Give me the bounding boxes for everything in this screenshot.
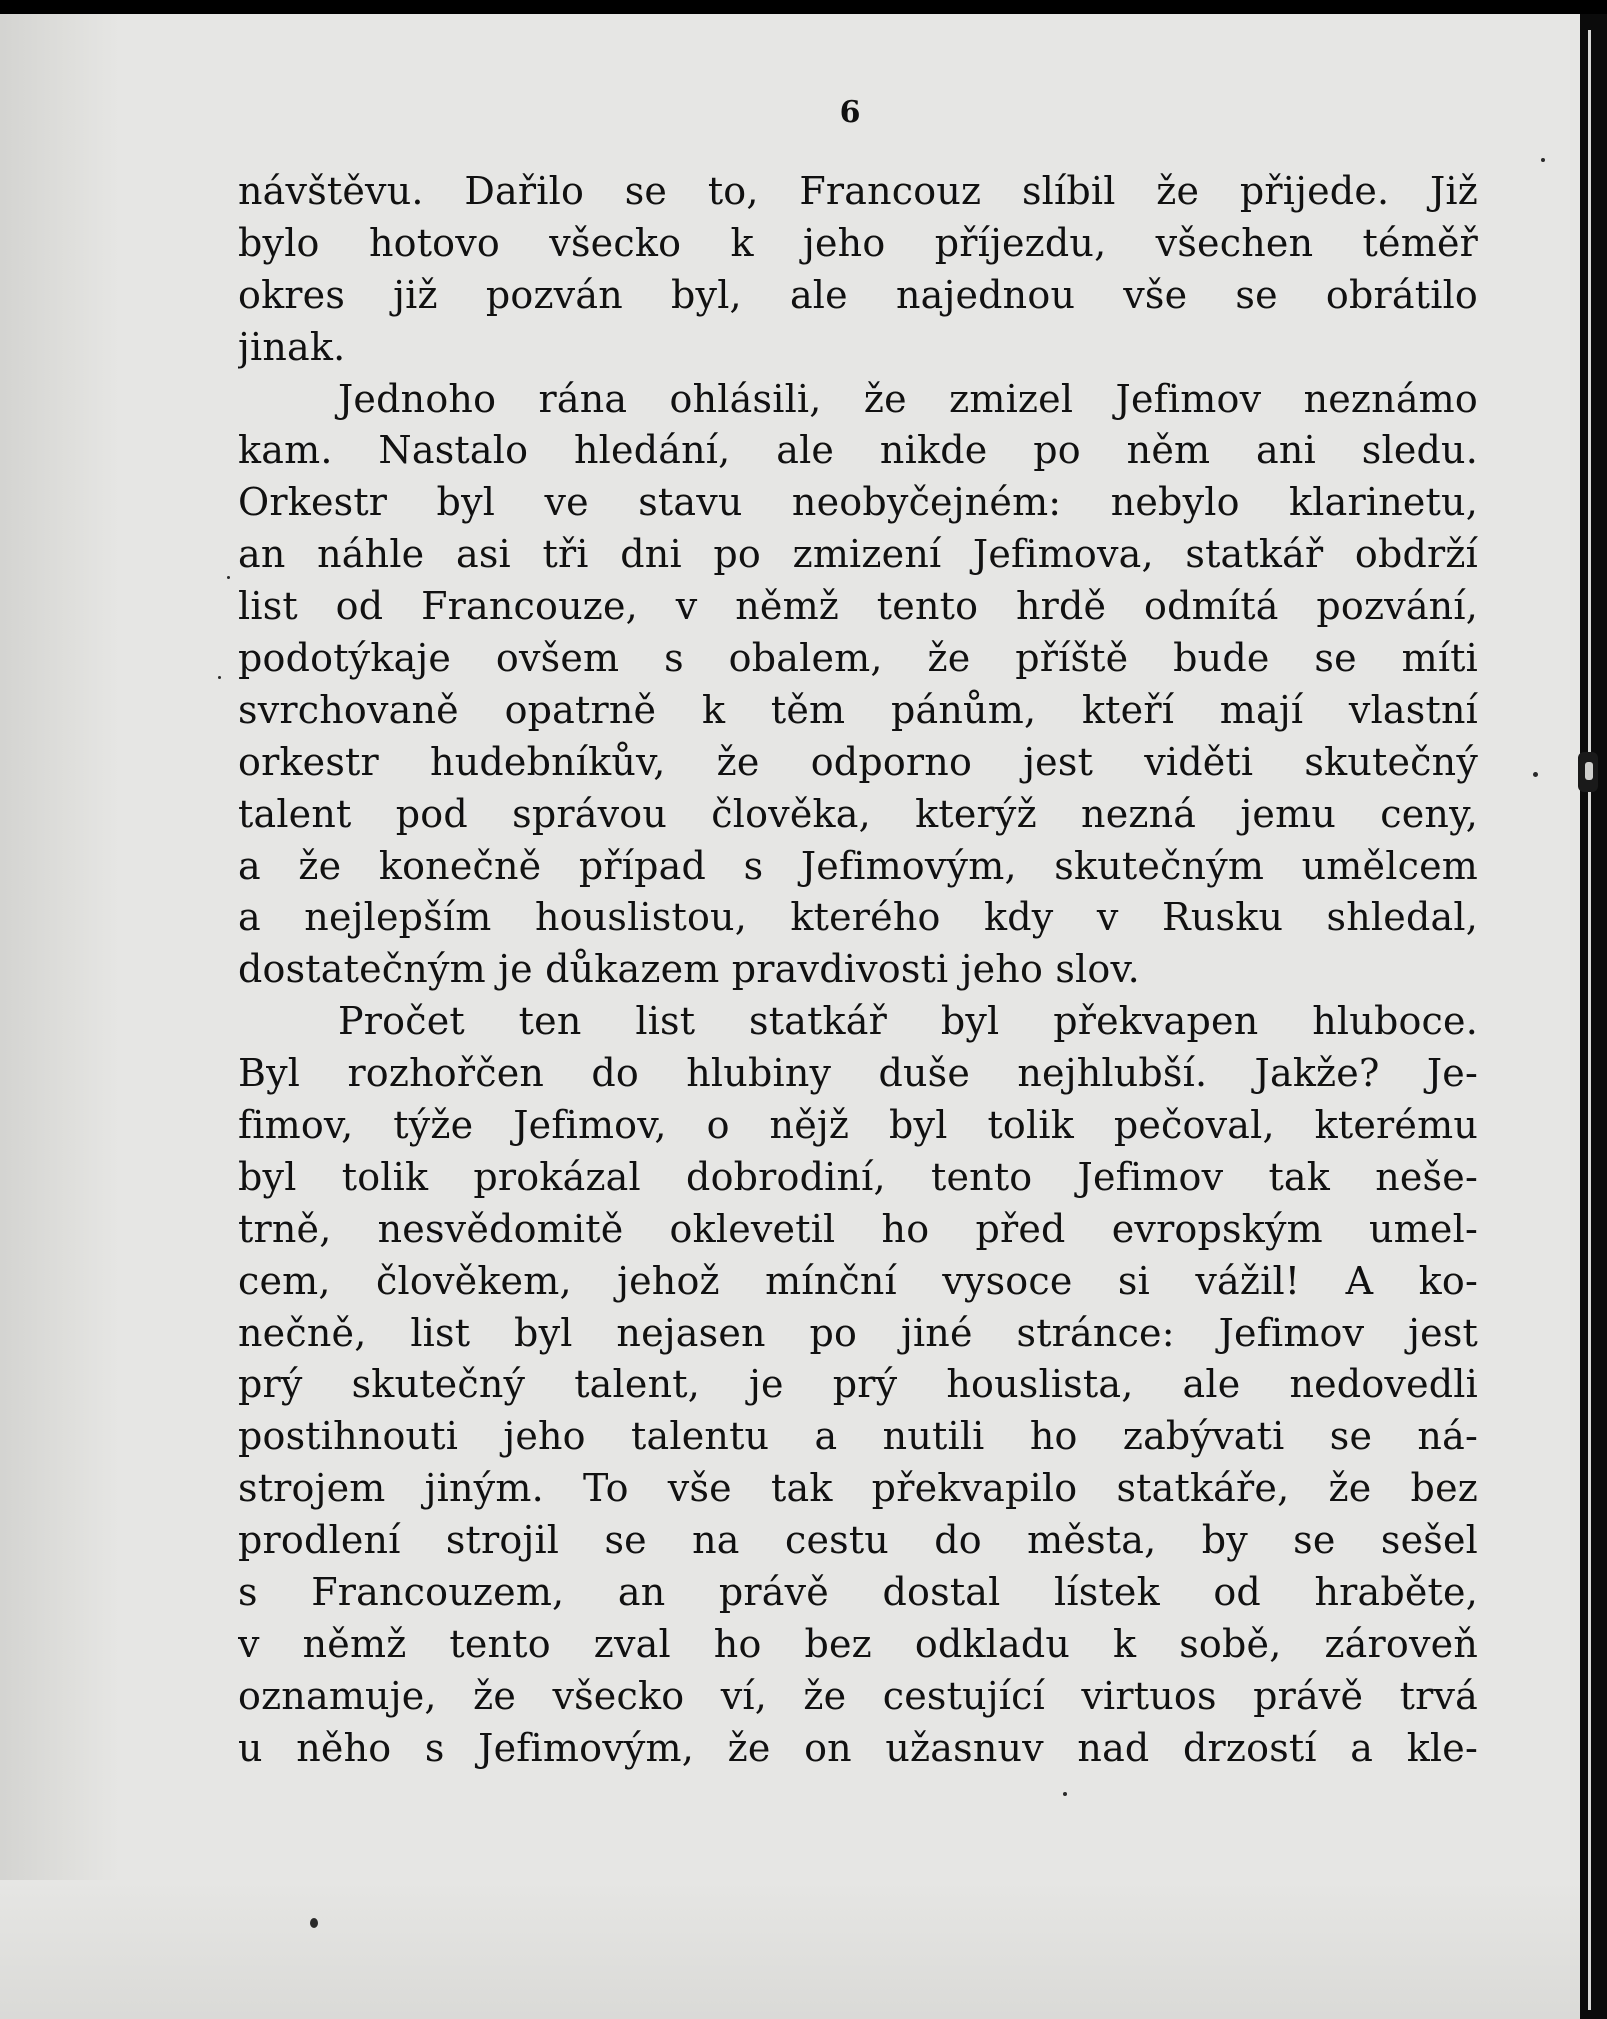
text-line: jinak. [238, 324, 346, 369]
text-line: orkestr hudebníkův, že odporno jest viděti skutečný [238, 739, 1478, 784]
text-line: svrchovaně opatrně k těm pánům, kteří mají vlastní [238, 687, 1478, 732]
text-line: prý skutečný talent, je prý houslista, ale nedovedli [238, 1362, 1478, 1407]
text-line: trně, nesvědomitě oklevetil ho před evropským umel- [238, 1206, 1478, 1251]
text-line: fimov, týže Jefimov, o nějž byl tolik pečoval, kterému [238, 1103, 1478, 1148]
scan-speck [1533, 772, 1538, 777]
text-line: prodlení strojil se na cestu do města, by se sešel [238, 1518, 1478, 1563]
paper-left-shading [0, 14, 120, 2019]
text-line: a že konečně případ s Jefimovým, skutečným umělcem [238, 843, 1478, 888]
text-line: Jednoho rána ohlásili, že zmizel Jefimov neznámo [338, 376, 1478, 421]
text-line: dostatečným je důkazem pravdivosti jeho slov. [238, 947, 1140, 992]
text-line: byl tolik prokázal dobrodiní, tento Jefimov tak neše- [238, 1154, 1478, 1199]
text-line: talent pod správou člověka, kterýž nezná jemu ceny, [238, 791, 1478, 836]
text-line: strojem jiným. To vše tak překvapilo statkáře, že bez [238, 1466, 1478, 1511]
scan-speck [218, 676, 221, 679]
scan-speck [227, 576, 230, 579]
text-line: bylo hotovo všecko k jeho příjezdu, všechen téměř [238, 220, 1478, 265]
text-line: postihnouti jeho talentu a nutili ho zabývati se ná- [238, 1414, 1478, 1459]
paper-bottom-shading [0, 1880, 1580, 2019]
text-line: nečně, list byl nejasen po jiné stránce: Jefimov jest [238, 1310, 1478, 1355]
text-line: Orkestr byl ve stavu neobyčejném: nebylo klarinetu, [238, 480, 1478, 525]
text-line: u něho s Jefimovým, že on užasnuv nad drzostí a kle- [238, 1725, 1478, 1770]
page-gutter-edge [1580, 14, 1607, 2019]
text-line: a nejlepším houslistou, kterého kdy v Rusku shledal, [238, 895, 1478, 940]
body-text [238, 166, 1478, 1775]
text-line: v němž tento zval ho bez odkladu k sobě, zároveň [238, 1621, 1478, 1666]
text-line: cem, člověkem, jehož mínční vysoce si vážil! A ko- [238, 1258, 1478, 1303]
text-line: list od Francouze, v němž tento hrdě odmítá pozvání, [238, 584, 1478, 629]
text-line: kam. Nastalo hledání, ale nikde po něm ani sledu. [238, 428, 1478, 473]
scan-speck [310, 1918, 318, 1928]
text-line: Byl rozhořčen do hlubiny duše nejhlubší. Jakže? Je- [238, 1051, 1478, 1096]
page-number: 6 [839, 95, 861, 130]
text-line: Pročet ten list statkář byl překvapen hluboce. [338, 999, 1478, 1044]
scan-speck [1063, 1792, 1067, 1796]
page-edge-tear-highlight [1585, 762, 1593, 780]
scan-speck [1541, 158, 1545, 162]
text-line: návštěvu. Dařilo se to, Francouz slíbil že přijede. Již [238, 169, 1478, 213]
text-line: podotýkaje ovšem s obalem, že příště bude se míti [238, 636, 1478, 681]
page-edge-stripe [1588, 30, 1591, 2010]
text-line: oznamuje, že všecko ví, že cestující virtuos právě trvá [238, 1673, 1478, 1718]
text-line: okres již pozván byl, ale najednou vše se obrátilo [238, 272, 1478, 317]
text-line: an náhle asi tři dni po zmizení Jefimova, statkář obdrží [238, 532, 1478, 577]
text-line: s Francouzem, an právě dostal lístek od hraběte, [238, 1570, 1478, 1615]
